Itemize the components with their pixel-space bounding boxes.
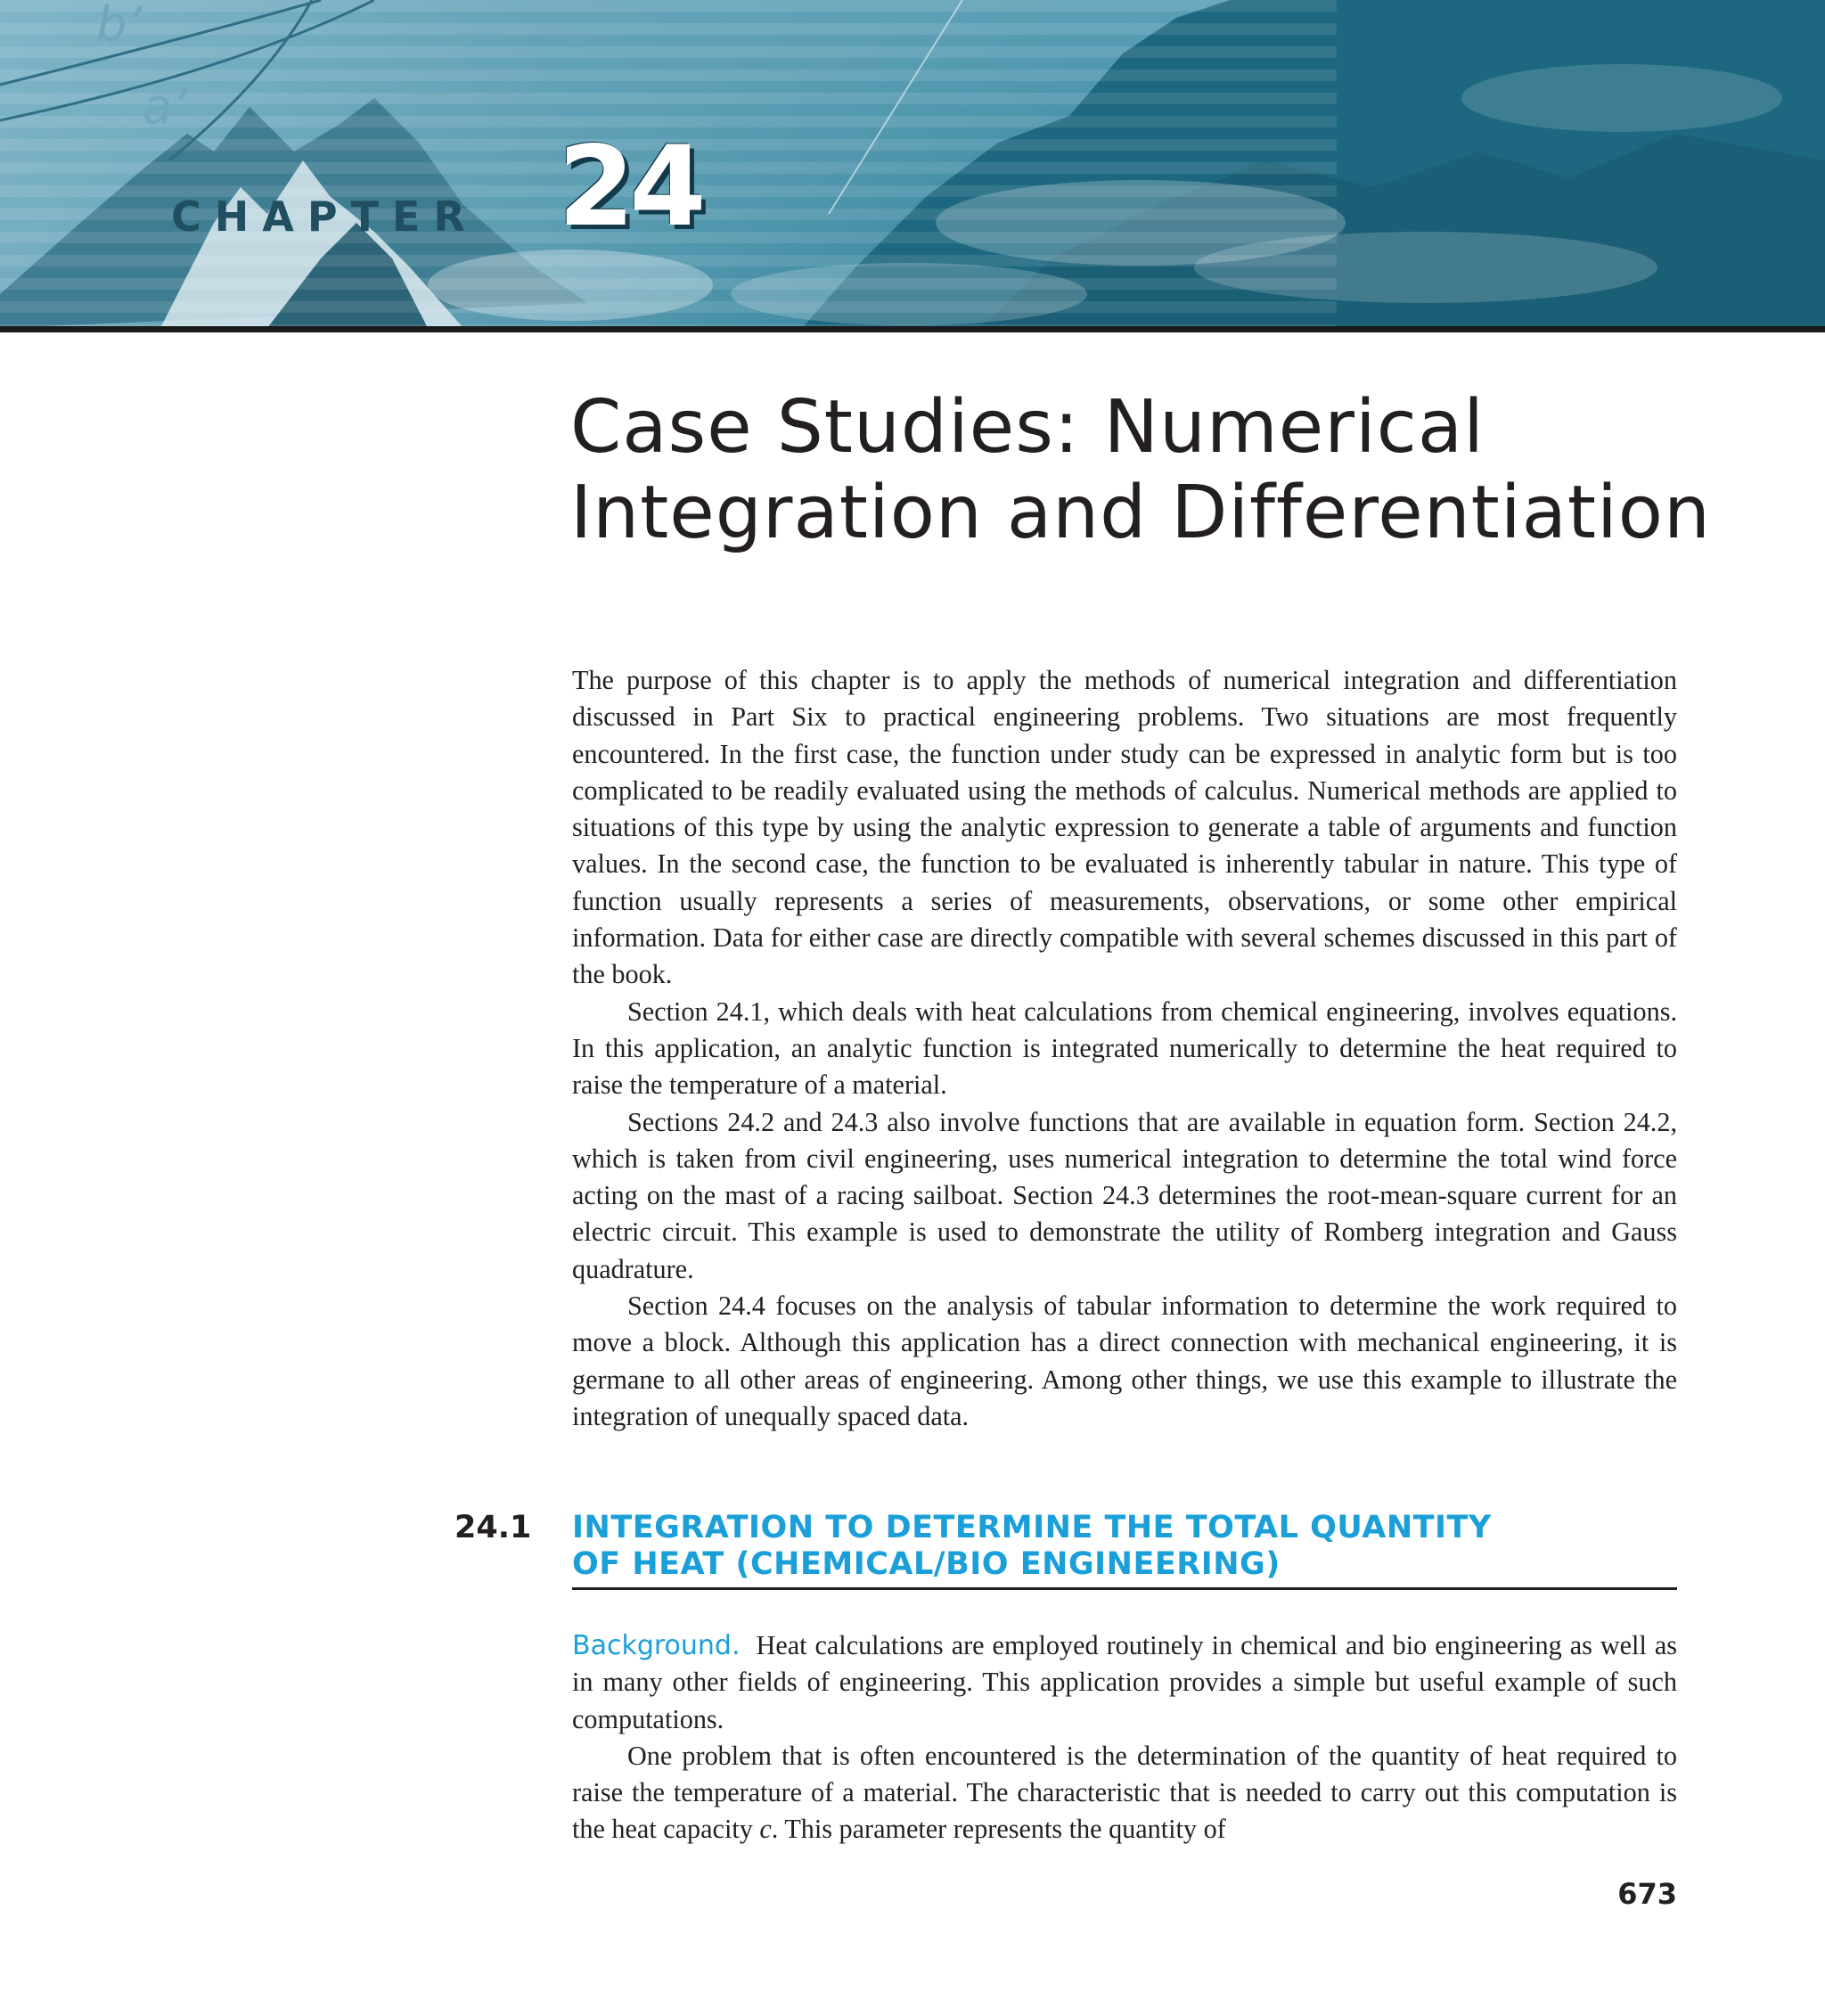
chapter-banner	[0, 0, 1825, 328]
section-heading-rule	[572, 1587, 1677, 1590]
banner-rule	[0, 326, 1825, 332]
paragraph-text: One problem that is often encountered is the determination of the quantity of heat required to raise the temperature of a material. The characteristic that is needed to carry out this computation is the heat capacity	[572, 1740, 1677, 1845]
chapter-label: CHAPTER	[171, 193, 479, 241]
chapter-number: 24	[558, 123, 701, 251]
mountain-landscape-graphic	[0, 0, 1825, 328]
diagram-label-b-prime: b’	[96, 0, 143, 53]
chapter-title	[570, 385, 1729, 556]
heat-capacity-paragraph	[572, 1738, 1677, 1848]
intro-paragraph: The purpose of this chapter is to apply the methods of numerical integration and differentiation discussed in Part Six to practical engineering problems. Two situations are most frequently encountered. In the first case, the function under study can be expressed in analytic form but is too complicated to be readily evaluated using the methods of calculus. Numerical methods are applied to situations of this type by using the analytic expression to generate a table of arguments and function values. In the second case, the function to be evaluated is inherently tabular in nature. This type of function usually represents a series of measurements, observations, or some other empirical information. Data for either case are directly compatible with several schemes discussed in this part of the book.	[572, 665, 1677, 990]
intro-paragraph: Section 24.1, which deals with heat calculations from chemical engineering, involves equations. In this application, an analytic function is integrated numerically to determine the heat required to raise the temperature of a material.	[572, 996, 1677, 1101]
section-heading-line-2: OF HEAT (CHEMICAL/BIO ENGINEERING)	[572, 1546, 1281, 1582]
paragraph-text: . This parameter represents the quantity of	[771, 1814, 1226, 1845]
diagram-label-a-prime: a’	[143, 78, 188, 135]
section-heading	[572, 1510, 1677, 1583]
runin-heading-background: Background.	[572, 1630, 741, 1661]
variable-c: c	[759, 1814, 772, 1845]
intro-paragraph: Sections 24.2 and 24.3 also involve functions that are available in equation form. Section 24.2, which is taken from civil engineering, uses numerical integration to determine the total wind force acting on the mast of a racing sailboat. Section 24.3 determines the root-mean-square current for an electric circuit. This example is used to demonstrate the utility of Romberg integration and Gauss quadrature.	[572, 1106, 1677, 1284]
page-number: 673	[1617, 1877, 1677, 1911]
chapter-introduction	[572, 662, 1677, 1435]
section-body	[572, 1627, 1677, 1848]
section-number: 24.1	[454, 1510, 532, 1545]
background-paragraph	[572, 1627, 1677, 1738]
section-heading-line-1: INTEGRATION TO DETERMINE THE TOTAL QUANTITY	[572, 1510, 1492, 1545]
chapter-title-line-2: Integration and Differentiation	[570, 471, 1711, 555]
background-text: Heat calculations are employed routinely in chemical and bio engineering as well as in many other fields of engineering. This application provides a simple but useful example of such computations.	[572, 1630, 1677, 1734]
chapter-title-line-1: Case Studies: Numerical	[570, 385, 1485, 470]
intro-paragraph: Section 24.4 focuses on the analysis of tabular information to determine the work required to move a block. Although this application has a direct connection with mechanical engineering, it is germane to all other areas of engineering. Among other things, we use this example to illustrate the integration of unequally spaced data.	[572, 1291, 1677, 1431]
